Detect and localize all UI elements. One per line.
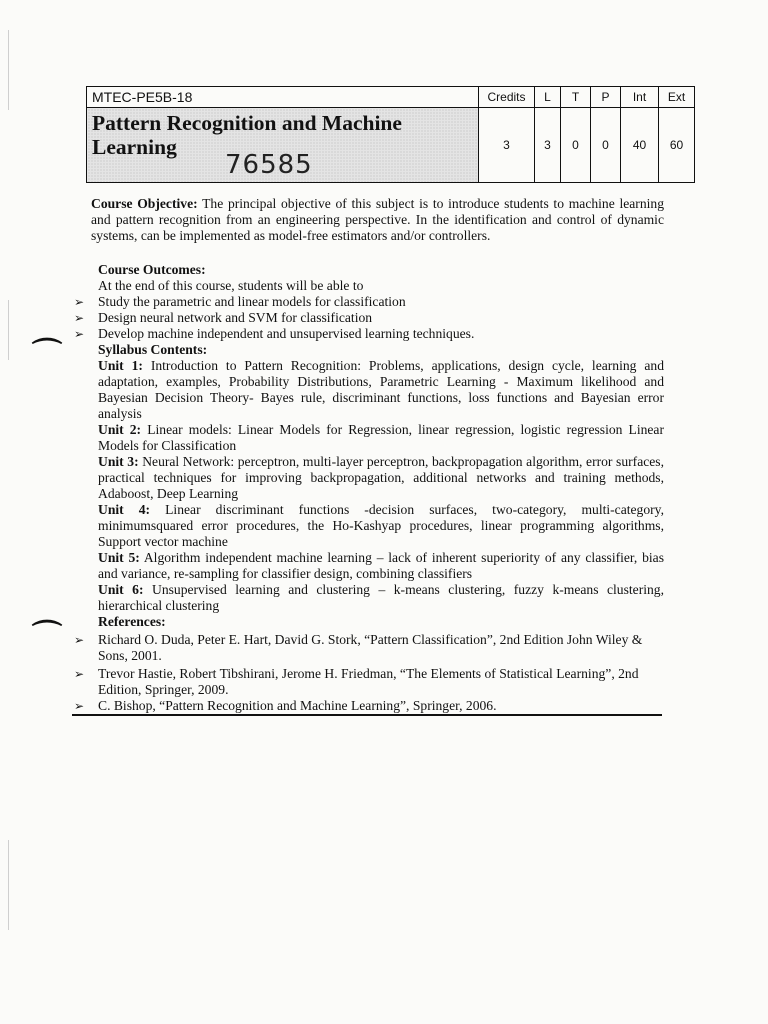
arrow-bullet-icon: ➢ bbox=[74, 327, 85, 341]
references-heading: References: bbox=[98, 614, 166, 629]
header-p: P bbox=[591, 87, 621, 108]
arrow-bullet-icon: ➢ bbox=[74, 633, 85, 647]
syllabus-unit-4 bbox=[98, 502, 664, 550]
course-title: Pattern Recognition and Machine Learning bbox=[92, 111, 402, 159]
value-p: 0 bbox=[591, 108, 621, 183]
unit-text: Neural Network: perceptron, multi-layer perceptron, backpropagation algorithm, error surfaces, practical techniques for improving backpropagation, additional networks and training methods, Adaboost, Deep Learning bbox=[98, 454, 664, 501]
header-credits: Credits bbox=[479, 87, 535, 108]
header-t: T bbox=[561, 87, 591, 108]
scan-edge-line bbox=[8, 840, 9, 930]
course-code: MTEC-PE5B-18 bbox=[87, 87, 479, 108]
header-ext: Ext bbox=[659, 87, 695, 108]
value-t: 0 bbox=[561, 108, 591, 183]
value-int: 40 bbox=[621, 108, 659, 183]
outcome-item: ➢ Develop machine independent and unsupervised learning techniques. bbox=[74, 326, 475, 341]
unit-text: Introduction to Pattern Recognition: Problems, applications, design cycle, learning and adaptation, examples, Probability Distributions, Parametric Learning - Maximum likelihood and Bayesian Decision Theory- Bayes rule, discriminant functions, loss functions and Bayesian error analysis bbox=[98, 358, 664, 421]
unit-label: Unit 5: bbox=[98, 550, 140, 565]
course-objective bbox=[91, 196, 664, 244]
syllabus-unit-6 bbox=[98, 582, 664, 614]
unit-text: Algorithm independent machine learning – lack of inherent superiority of any classifier, bias and variance, re-sampling for classifier design, combining classifiers bbox=[98, 550, 665, 581]
unit-label: Unit 1: bbox=[98, 358, 143, 373]
syllabus-unit-2 bbox=[98, 422, 664, 454]
objective-text: The principal objective of this subject is to introduce students to machine learning and pattern recognition from an engineering perspective. In the identification and control of dynamic systems, can be implemented as model-free estimators and/or controllers. bbox=[91, 196, 665, 243]
hole-punch-mark: ⌒ bbox=[32, 620, 62, 653]
course-header-table bbox=[86, 86, 695, 183]
unit-label: Unit 3: bbox=[98, 454, 139, 469]
outcome-item: ➢ Design neural network and SVM for classification bbox=[74, 310, 373, 325]
outcomes-heading: Course Outcomes: bbox=[98, 262, 206, 277]
header-l: L bbox=[535, 87, 561, 108]
unit-text: Linear models: Linear Models for Regression, linear regression, logistic regression Linear Models for Classification bbox=[98, 422, 664, 453]
handwritten-note: 76585 bbox=[225, 150, 313, 180]
value-l: 3 bbox=[535, 108, 561, 183]
unit-label: Unit 6: bbox=[98, 582, 144, 597]
syllabus-unit-1 bbox=[98, 358, 664, 422]
bottom-rule bbox=[72, 714, 662, 716]
reference-item: ➢ Richard O. Duda, Peter E. Hart, David G. Stork, “Pattern Classification”, 2nd Edition John Wiley & Sons, 2001. bbox=[74, 632, 643, 663]
scan-edge-line bbox=[8, 300, 9, 360]
arrow-bullet-icon: ➢ bbox=[74, 295, 85, 309]
scan-edge-line bbox=[8, 30, 9, 110]
objective-label: Course Objective: bbox=[91, 196, 198, 211]
unit-label: Unit 4: bbox=[98, 502, 151, 517]
outcome-item: ➢ Study the parametric and linear models for classification bbox=[74, 294, 406, 309]
arrow-bullet-icon: ➢ bbox=[74, 311, 85, 325]
syllabus-heading: Syllabus Contents: bbox=[98, 342, 208, 357]
value-credits: 3 bbox=[479, 108, 535, 183]
syllabus-unit-3 bbox=[98, 454, 664, 502]
outcomes-intro: At the end of this course, students will be able to bbox=[98, 278, 364, 293]
unit-label: Unit 2: bbox=[98, 422, 142, 437]
syllabus-unit-5 bbox=[98, 550, 664, 582]
course-title-cell bbox=[87, 108, 479, 183]
unit-text: Linear discriminant functions -decision surfaces, two-category, multi-category, minimumsquared error procedures, the Ho-Kashyap procedures, linear programming algorithms, Support vector machine bbox=[98, 502, 664, 549]
hole-punch-mark: ⌒ bbox=[32, 338, 62, 371]
arrow-bullet-icon: ➢ bbox=[74, 699, 85, 713]
reference-item: ➢ C. Bishop, “Pattern Recognition and Machine Learning”, Springer, 2006. bbox=[74, 698, 497, 713]
value-ext: 60 bbox=[659, 108, 695, 183]
unit-text: Unsupervised learning and clustering – k-means clustering, fuzzy k-means clustering, hierarchical clustering bbox=[98, 582, 664, 613]
reference-item: ➢ Trevor Hastie, Robert Tibshirani, Jerome H. Friedman, “The Elements of Statistical Learning”, 2nd Edition, Springer, 2009. bbox=[74, 666, 639, 697]
arrow-bullet-icon: ➢ bbox=[74, 667, 85, 681]
header-int: Int bbox=[621, 87, 659, 108]
